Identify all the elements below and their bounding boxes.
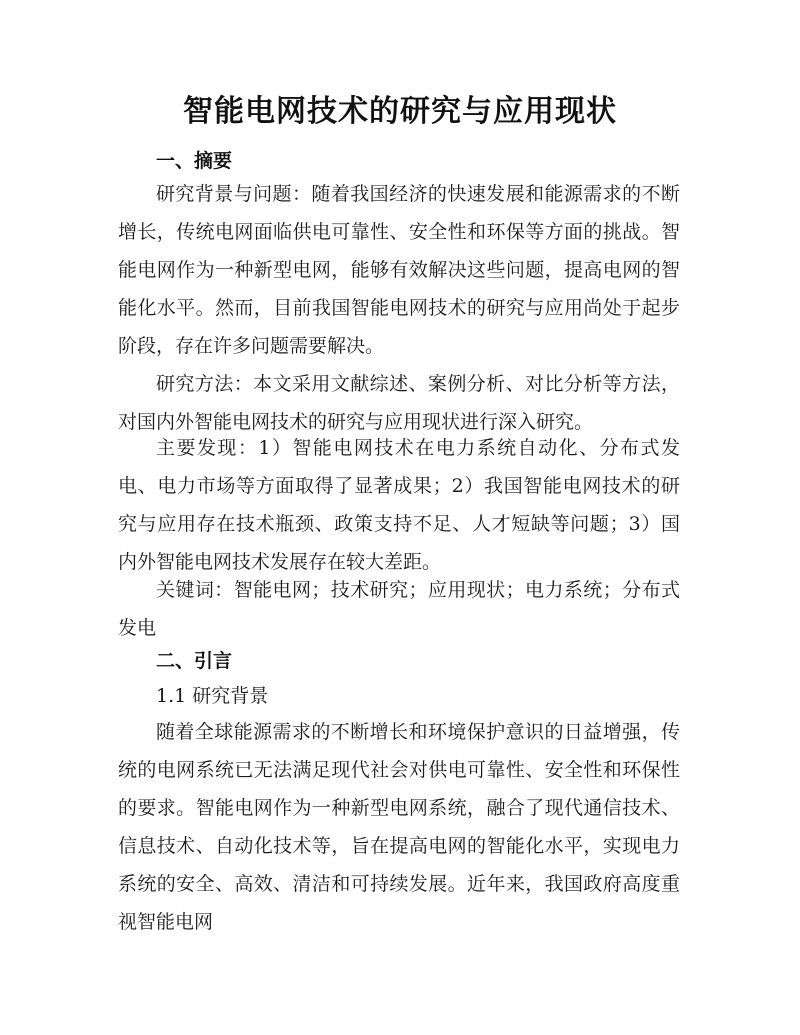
abstract-paragraph-background: 研究背景与问题：随着我国经济的快速发展和能源需求的不断增长，传统电网面临供电可靠性、安全性和环保等方面的挑战。智能电网作为一种新型电网，能够有效解决这些问题，提高电网的智能化水平。然而，目前我国智能电网技术的研究与应用尚处于起步阶段，存在许多问题需要解决。 xyxy=(118,183,680,357)
abstract-paragraph-findings: 主要发现：1）智能电网技术在电力系统自动化、分布式发电、电力市场等方面取得了显著成果；2）我国智能电网技术的研究与应用存在技术瓶颈、政策支持不足、人才短缺等问题；3）国内外智能电网技术发展存在较大差距。 xyxy=(118,437,680,573)
document-title: 智能电网技术的研究与应用现状 xyxy=(183,94,617,129)
subsection-heading-background: 1.1 研究背景 xyxy=(156,685,269,707)
abstract-paragraph-method: 研究方法：本文采用文献综述、案例分析、对比分析等方法，对国内外智能电网技术的研究与应用现状进行深入研究。 xyxy=(118,373,680,433)
abstract-paragraph-keywords: 关键词：智能电网；技术研究；应用现状；电力系统；分布式发电 xyxy=(118,579,680,639)
section-heading-introduction: 二、引言 xyxy=(156,650,233,672)
section-heading-abstract: 一、摘要 xyxy=(156,150,233,172)
introduction-paragraph: 随着全球能源需求的不断增长和环境保护意识的日益增强，传统的电网系统已无法满足现代社会对供电可靠性、安全性和环保性的要求。智能电网作为一种新型电网系统，融合了现代通信技术、信息技术、自动化技术等，旨在提高电网的智能化水平，实现电力系统的安全、高效、清洁和可持续发展。近年来，我国政府高度重视智能电网 xyxy=(118,721,680,933)
